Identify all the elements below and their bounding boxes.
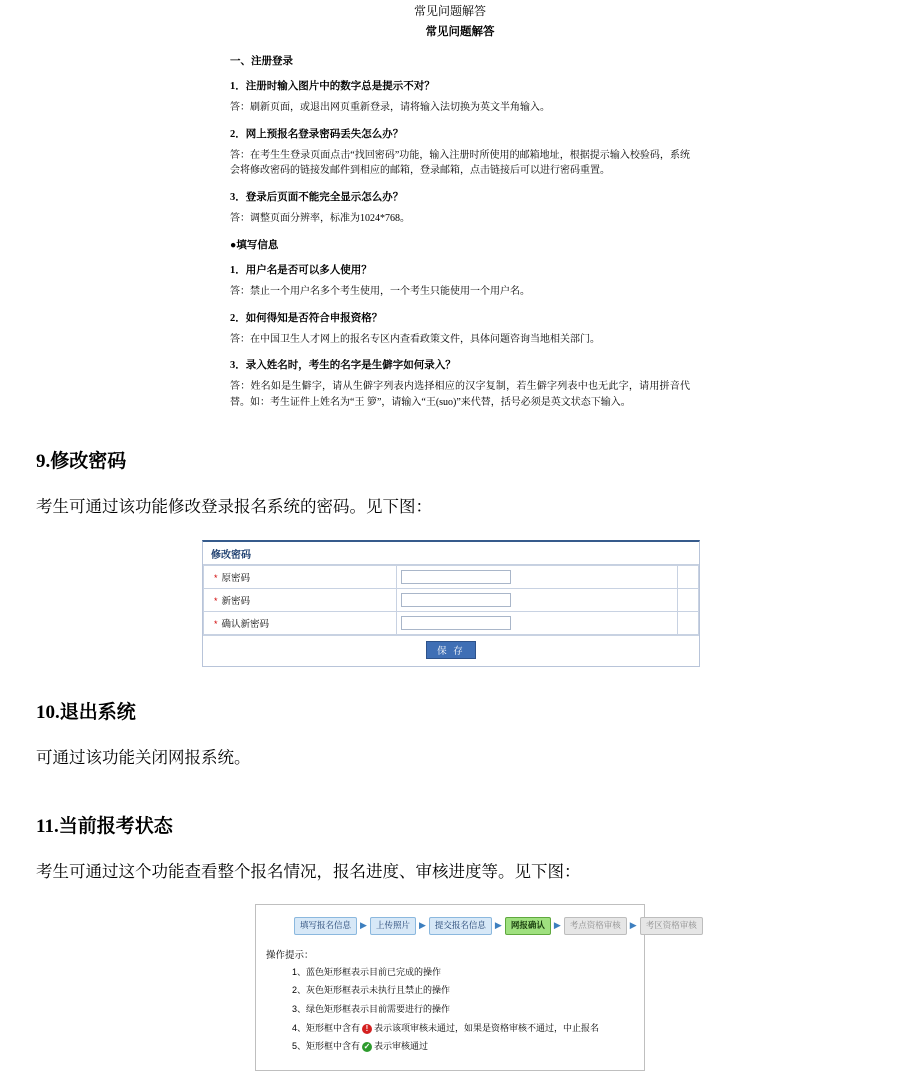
change-password-panel	[202, 540, 700, 667]
change-password-figure	[0, 540, 900, 667]
arrow-icon: ▶	[418, 920, 426, 931]
registration-status-figure	[0, 904, 900, 1071]
faq-block	[0, 23, 900, 410]
save-button[interactable]: 保 存	[426, 641, 476, 659]
progress-steps	[294, 917, 697, 934]
new-password-input[interactable]	[401, 593, 511, 607]
panel-title: 修改密码	[203, 542, 699, 565]
confirm-password-label-cell	[204, 611, 397, 634]
tip-text: 3、绿色矩形框表示目前需要进行的操作	[292, 1003, 451, 1014]
step-upload-photo: 上传照片	[370, 917, 416, 934]
faq-section-heading: ●填写信息	[230, 240, 279, 251]
faq-answer: 答：姓名如是生僻字，请从生僻字列表内选择相应的汉字复制，若生僻字列表中也无此字，请用拼音代替。如：考生证件上姓名为“王 箩”，请输入“王(suo)”来代替，括号必须是英文状态下输入。	[230, 381, 690, 408]
new-password-label-cell	[204, 588, 397, 611]
tip-item	[266, 1041, 634, 1053]
error-icon: !	[362, 1024, 372, 1034]
confirm-password-input[interactable]	[401, 616, 511, 630]
step-district-review: 考区资格审核	[640, 917, 703, 934]
section-paragraph-10: 可通过该功能关闭网报系统。	[36, 747, 251, 767]
table-row	[204, 565, 699, 588]
old-password-spacer-cell	[677, 565, 698, 588]
faq-answer: 答：在考生生登录页面点击“找回密码”功能，输入注册时所使用的邮箱地址，根据提示输入校验码，系统会将修改密码的链接发邮件到相应的邮箱，登录邮箱，点击链接后可以进行密码重置。	[230, 149, 690, 176]
old-password-input-cell	[397, 565, 678, 588]
section-paragraph-11: 考生可通过这个功能查看整个报名情况，报名进度、审核进度等。见下图：	[36, 861, 581, 881]
step-site-review: 考点资格审核	[564, 917, 627, 934]
arrow-icon: ▶	[494, 920, 502, 931]
old-password-label-cell	[204, 565, 397, 588]
tip-item	[266, 967, 634, 979]
running-header: 常见问题解答	[413, 4, 486, 18]
new-password-spacer-cell	[677, 588, 698, 611]
password-form-table	[203, 565, 699, 635]
tip-text-suffix: 表示审核通过	[374, 1041, 429, 1052]
confirm-password-label: 确认新密码	[221, 618, 270, 630]
tip-text-suffix: 表示该项审核未通过，如果是资格审核不通过，中止报名	[374, 1022, 600, 1033]
arrow-icon: ▶	[629, 920, 637, 931]
faq-answer: 答：调整页面分辨率，标准为1024*768。	[230, 212, 410, 224]
section-heading-11: 11.当前报考状态	[36, 815, 173, 837]
faq-title: 常见问题解答	[425, 26, 495, 38]
arrow-icon: ▶	[553, 920, 561, 931]
section-heading-10: 10.退出系统	[36, 701, 136, 723]
tip-text: 1、蓝色矩形框表示目前已完成的操作	[292, 966, 442, 977]
step-online-confirm: 网报确认	[505, 917, 551, 934]
old-password-label: 原密码	[221, 572, 251, 584]
section-paragraph-9: 考生可通过该功能修改登录报名系统的密码。见下图：	[36, 497, 432, 516]
tip-item	[266, 1023, 634, 1035]
tip-text: 4、矩形框中含有	[292, 1022, 361, 1033]
tip-item	[266, 1004, 634, 1016]
status-panel	[255, 904, 697, 1071]
success-icon: ✓	[363, 1042, 371, 1052]
old-password-input[interactable]	[401, 570, 511, 584]
tip-item	[266, 985, 634, 997]
faq-answer: 答：在中国卫生人才网上的报名专区内查看政策文件，具体问题咨询当地相关部门。	[230, 333, 600, 345]
tip-text: 5、矩形框中含有	[292, 1041, 361, 1052]
required-icon: *	[214, 618, 218, 629]
section-heading-9: 9.修改密码	[36, 451, 127, 472]
step-fill-info: 填写报名信息	[294, 917, 357, 934]
faq-question: 1．用户名是否可以多人使用？	[230, 265, 372, 276]
required-icon: *	[214, 595, 218, 606]
faq-answer: 答：刷新页面，或退出网页重新登录，请将输入法切换为英文半角输入。	[230, 102, 550, 113]
faq-answer: 答：禁止一个用户名多个考生使用，一个考生只能使用一个用户名。	[230, 286, 530, 297]
table-row	[204, 611, 699, 634]
confirm-password-input-cell	[397, 611, 678, 634]
table-row	[204, 588, 699, 611]
new-password-input-cell	[397, 588, 678, 611]
faq-question: 2．网上预报名登录密码丢失怎么办？	[230, 128, 404, 140]
tips-title: 操作提示：	[266, 949, 314, 961]
confirm-password-spacer-cell	[677, 611, 698, 634]
faq-question: 1．注册时输入图片中的数字总是提示不对？	[230, 81, 435, 92]
required-icon: *	[214, 572, 218, 583]
panel-footer	[203, 635, 699, 666]
faq-question: 3．登录后页面不能完全显示怎么办？	[230, 191, 404, 203]
faq-section-heading: 一、注册登录	[230, 56, 293, 67]
arrow-icon: ▶	[360, 920, 367, 931]
faq-question: 2．如何得知是否符合申报资格？	[230, 312, 383, 324]
new-password-label: 新密码	[221, 595, 251, 607]
tip-text: 2、灰色矩形框表示未执行且禁止的操作	[292, 985, 451, 996]
step-submit-info: 提交报名信息	[429, 917, 492, 934]
faq-question: 3．录入姓名时，考生的名字是生僻字如何录入？	[230, 360, 456, 371]
